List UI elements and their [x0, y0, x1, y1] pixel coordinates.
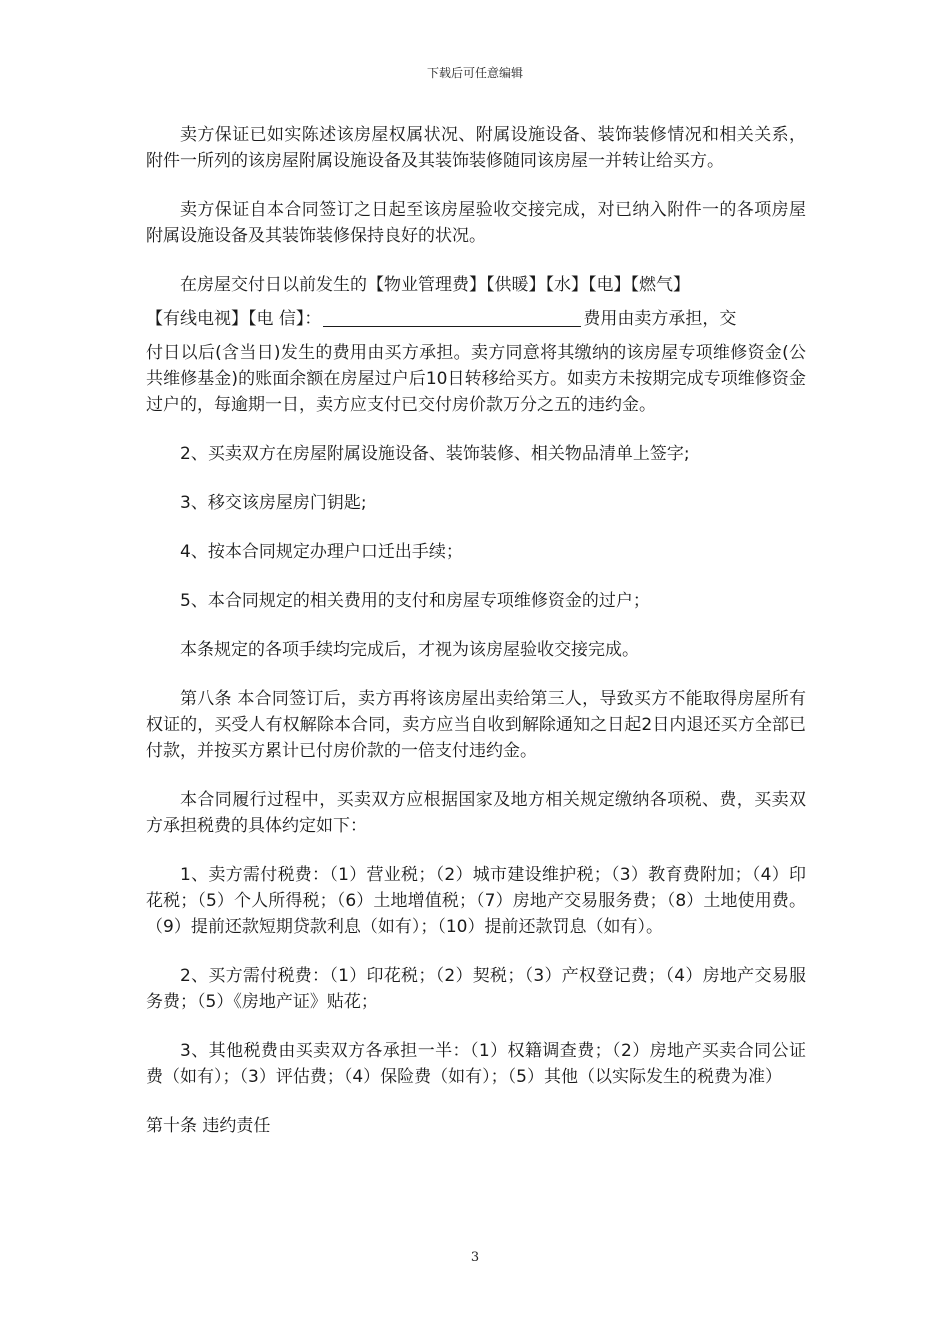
fees-blank-field[interactable]: [323, 308, 581, 327]
list-item-shared-taxes: 3、其他税费由买卖双方各承担一半：（1）权籍调查费；（2）房地产买卖合同公证费（如有）；（3）评估费；（4）保险费（如有）；（5）其他（以实际发生的税费为准）: [146, 1041, 806, 1087]
page-header: 下载后可任意编辑: [426, 66, 523, 80]
list-item-sign: 2、买卖双方在房屋附属设施设备、装饰装修、相关物品清单上签字;: [180, 444, 690, 464]
list-item-hukou: 4、按本合同规定办理户口迁出手续；: [180, 542, 463, 562]
fees-prefix: 【有线电视】【电 信】：: [146, 309, 322, 329]
list-item-buyer-taxes: 2、买方需付税费：（1）印花税；（2）契税；（3）产权登记费；（4）房地产交易服务费；（5）《房地产证》贴花；: [146, 966, 806, 1012]
paragraph-fees-line1: 在房屋交付日以前发生的【物业管理费】【供暖】【水】【电】【燃气】: [180, 275, 690, 295]
fees-suffix: 费用由卖方承担，交: [583, 309, 737, 329]
paragraph-fees-rest: 付日以后(含当日)发生的费用由买方承担。卖方同意将其缴纳的该房屋专项维修资金(公共维修基金)的账面余额在房屋过户后10日转移给买方。如卖方未按期完成专项维修资金过户的，每逾期一日，卖方应支付已交付房价款万分之五的违约金。: [146, 343, 806, 415]
page-number: 3: [470, 1250, 480, 1265]
paragraph-taxes-intro: 本合同履行过程中，买卖双方应根据国家及地方相关规定缴纳各项税、费，买卖双方承担税费的具体约定如下：: [146, 790, 806, 836]
list-item-keys: 3、移交该房屋房门钥匙;: [180, 493, 367, 513]
paragraph-seller-guarantee: 卖方保证已如实陈述该房屋权属状况、附属设施设备、装饰装修情况和相关关系，附件一所列的该房屋附属设施设备及其装饰装修随同该房屋一并转让给买方。: [146, 125, 806, 171]
paragraph-handover-complete: 本条规定的各项手续均完成后，才视为该房屋验收交接完成。: [180, 640, 639, 660]
document-body: [146, 122, 806, 1162]
list-item-fees-transfer: 5、本合同规定的相关费用的支付和房屋专项维修资金的过户；: [180, 591, 650, 611]
paragraph-article-eight: 第八条 本合同签订后，卖方再将该房屋出卖给第三人，导致买方不能取得房屋所有权证的，买受人有权解除本合同，卖方应当自收到解除通知之日起2日内退还买方全部已付款，并按买方累计已付房价款的一倍支付违约金。: [146, 689, 806, 761]
heading-article-ten: 第十条 违约责任: [146, 1116, 271, 1136]
paragraph-seller-maintenance: 卖方保证自本合同签订之日起至该房屋验收交接完成，对已纳入附件一的各项房屋附属设施设备及其装饰装修保持良好的状况。: [146, 200, 806, 246]
paragraph-fees-line2: [146, 306, 806, 332]
list-item-seller-taxes: 1、卖方需付税费：（1）营业税；（2）城市建设维护税；（3）教育费附加；（4）印花税；（5）个人所得税；（6）土地增值税；（7）房地产交易服务费；（8）土地使用费。（9）提前还款短期贷款利息（如有）；（10）提前还款罚息（如有）。: [146, 865, 806, 937]
